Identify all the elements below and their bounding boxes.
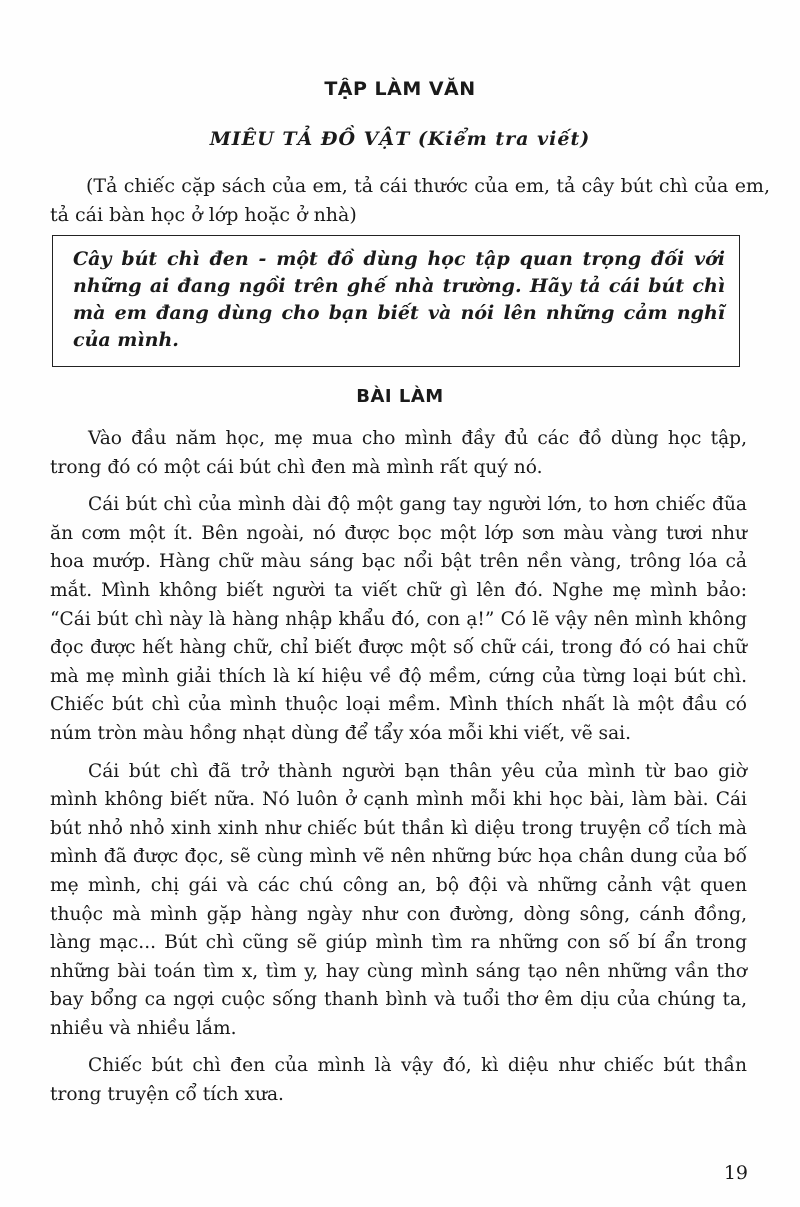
- essay-prompt-text: Cây bút chì đen - một đồ dùng học tập quan trọng đối với những ai đang ngồi trên ghế nhà trường. Hãy tả cái bút chì mà em đang dùng cho bạn biết và nói lên những cảm nghĩ của mình.: [73, 248, 725, 351]
- essay-paragraph: Cái bút chì đã trở thành người bạn thân yêu của mình từ bao giờ mình không biết nữa. Nó luôn ở cạnh mình mỗi khi học bài, làm bài. Cái bút nhỏ nhỏ xinh xinh như chiếc bút thần kì diệu trong truyện cổ tích mà mình đã được đọc, sẽ cùng mình vẽ nên những bức họa chân dung của bố mẹ mình, chị gái và các chú công an, bộ đội và những cảnh vật quen thuộc mà mình gặp hàng ngày như con đường, dòng sông, cánh đồng, làng mạc... Bút chì cũng sẽ giúp mình tìm ra những con số bí ẩn trong những bài toán tìm x, tìm y, hay cùng mình sáng tạo nên những vần thơ bay bổng ca ngợi cuộc sống thanh bình và tuổi thơ êm dịu của chúng ta, nhiều và nhiều lắm.: [50, 760, 747, 1039]
- essay-paragraph: Chiếc bút chì đen của mình là vậy đó, kì diệu như chiếc bút thần trong truyện cổ tích xưa.: [50, 1055, 747, 1106]
- essay-title: BÀI LÀM: [356, 386, 444, 407]
- essay-paragraph: Cái bút chì của mình dài độ một gang tay người lớn, to hơn chiếc đũa ăn cơm một ít. Bên ngoài, nó được bọc một lớp sơn màu vàng tươi như hoa mướp. Hàng chữ màu sáng bạc nổi bật trên nền vàng, trông lóa cả mắt. Mình không biết người ta viết chữ gì lên đó. Nghe mẹ mình bảo: “Cái bút chì này là hàng nhập khẩu đó, con ạ!” Có lẽ vậy nên mình không đọc được hết hàng chữ, chỉ biết được một số chữ cái, trong đó có hai chữ mà mẹ mình giải thích là kí hiệu về độ mềm, cứng của từng loại bút chì. Chiếc bút chì của mình thuộc loại mềm. Mình thích nhất là một đầu có núm tròn màu hồng nhạt dùng để tẩy xóa mỗi khi viết, vẽ sai.: [50, 494, 747, 744]
- task-instructions: (Tả chiếc cặp sách của em, tả cái thước của em, tả cây bút chì của em, tả cái bàn học ở lớp hoặc ở nhà): [50, 175, 770, 226]
- section-heading: TẬP LÀM VĂN: [324, 78, 476, 100]
- essay-prompt-box: [52, 235, 740, 367]
- essay-paragraph: Vào đầu năm học, mẹ mua cho mình đầy đủ các đồ dùng học tập, trong đó có một cái bút chì đen mà mình rất quý nó.: [50, 428, 747, 478]
- essay-body: [50, 425, 747, 1119]
- page-number: 19: [723, 1162, 748, 1184]
- lesson-subtitle: MIÊU TẢ ĐỒ VẬT (Kiểm tra viết): [209, 128, 591, 150]
